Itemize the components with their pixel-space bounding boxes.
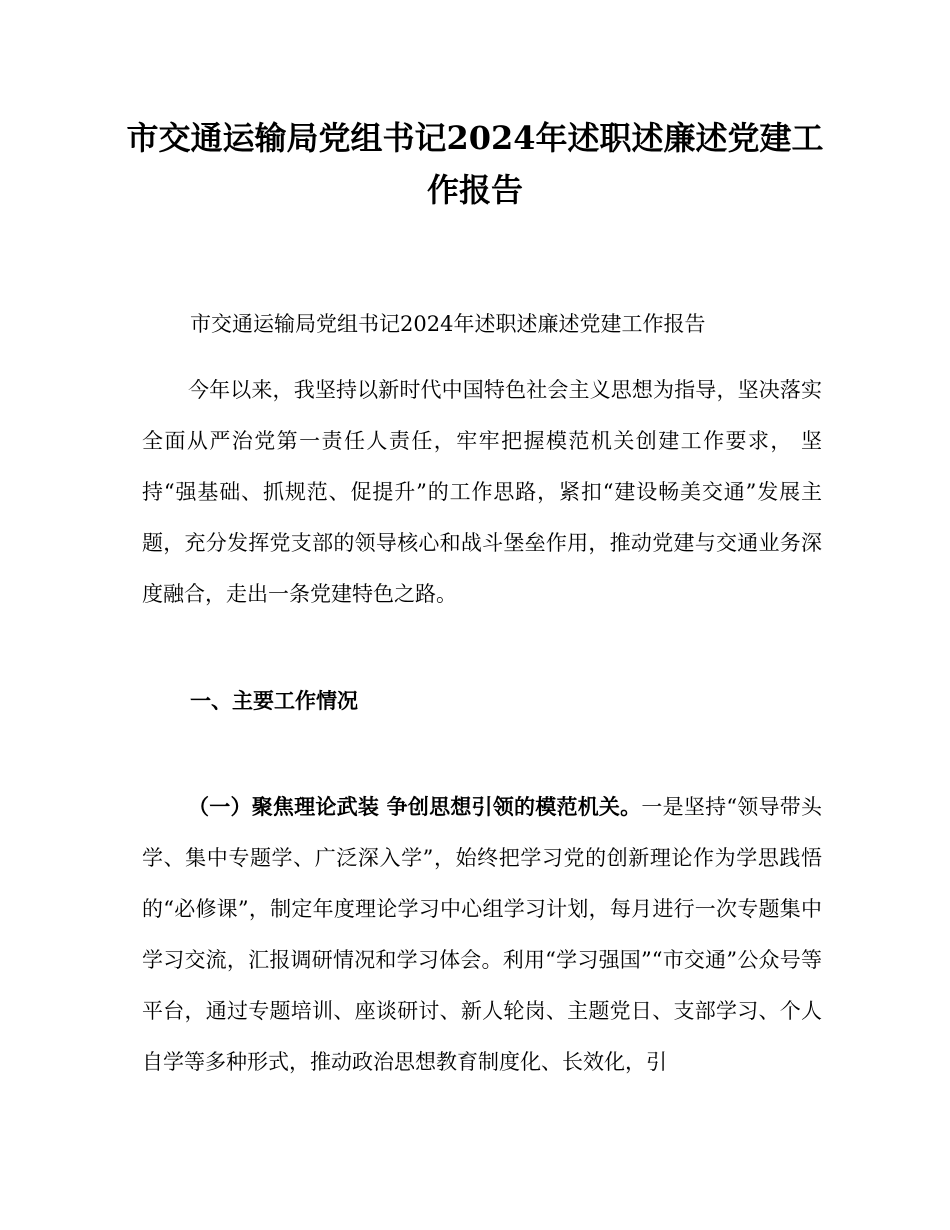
document-subtitle: 市交通运输局党组书记2024年述职述廉述党建工作报告 (190, 312, 706, 336)
document-title: 市交通运输局党组书记2024年述职述廉述党建工作报告 (126, 119, 824, 209)
section-heading: 一、主要工作情况 (190, 689, 358, 713)
subsection-paragraph (142, 782, 822, 1088)
subsection-lead: （一）聚焦理论武装 争创思想引领的模范机关。 (188, 795, 642, 819)
subsection-body: 一是坚持“领导带头学、集中专题学、广泛深入学”，始终把学习党的创新理论作为学思践悟的“必修课”，制定年度理论学习中心组学习计划，每月进行一次专题集中学习交流，汇报调研情况和学习体会。利用“学习强国”“市交通”公众号等平台，通过专题培训、座谈研讨、新人轮岗、主题党日、支部学习、个人自学等多种形式，推动政治思想教育制度化、长效化，引 (142, 795, 822, 1074)
intro-paragraph: 今年以来，我坚持以新时代中国特色社会主义思想为指导，坚决落实全面从严治党第一责任人责任，牢牢把握模范机关创建工作要求， 坚持“强基础、抓规范、促提升”的工作思路，紧扣“建设畅美交通”发展主题，充分发挥党支部的领导核心和战斗堡垒作用，推动党建与交通业务深度融合，走出一条党建特色之路。 (142, 378, 822, 606)
